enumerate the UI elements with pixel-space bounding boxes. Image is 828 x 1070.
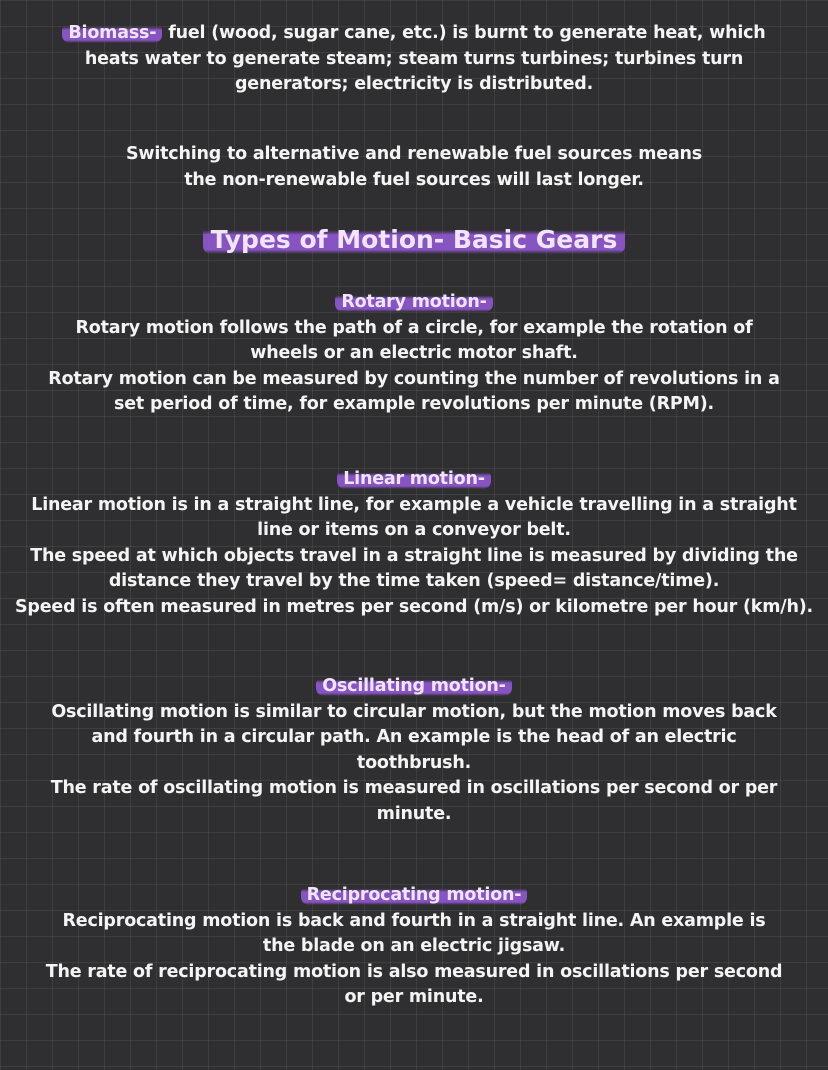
oscillating-section [0,674,828,827]
biomass-line-1 [0,21,828,47]
linear-heading [0,467,828,493]
oscillating-heading-text: Oscillating motion- [316,676,511,696]
reciprocating-line-4: or per minute. [344,987,484,1007]
reciprocating-line-3: The rate of reciprocating motion is also measured in oscillations per second [45,961,783,982]
oscillating-line-5: minute. [376,803,452,824]
oscillating-line-4: The rate of oscillating motion is measured in oscillations per second or per [50,778,778,798]
rotary-section [0,290,828,418]
reciprocating-section [0,883,828,1011]
page-title [0,223,828,257]
oscillating-line-3: toothbrush. [356,752,472,773]
linear-line-5: Speed is often measured in metres per second (m/s) or kilometre per hour (km/h). [15,596,813,617]
rotary-heading-text: Rotary motion- [335,292,492,312]
biomass-line-1-text: fuel (wood, sugar cane, etc.) is burnt to generate heat, which [162,23,766,43]
oscillating-heading [0,674,828,700]
switching-paragraph [0,142,828,193]
biomass-line-3: generators; electricity is distributed. [234,74,594,94]
rotary-heading [0,290,828,316]
rotary-line-4: set period of time, for example revolutions per minute (RPM). [114,394,714,414]
oscillating-line-2: and fourth in a circular path. An example is the head of an electric [91,727,737,747]
linear-line-3: The speed at which objects travel in a straight line is measured by dividing the [30,545,798,566]
biomass-line-2: heats water to generate steam; steam turns turbines; turbines turn [84,48,744,69]
biomass-paragraph [0,21,828,98]
switching-line-1: Switching to alternative and renewable fuel sources means [125,144,703,164]
reciprocating-line-2: the blade on an electric jigsaw. [262,936,566,956]
switching-line-2: the non-renewable fuel sources will last longer. [184,169,644,190]
linear-line-1: Linear motion is in a straight line, for example a vehicle travelling in a straight [31,494,797,515]
rotary-line-1: Rotary motion follows the path of a circle, for example the rotation of [75,317,753,338]
oscillating-line-1: Oscillating motion is similar to circular motion, but the motion moves back [51,701,777,722]
linear-section [0,467,828,620]
linear-line-2: line or items on a conveyor belt. [257,520,571,540]
biomass-label: Biomass- [62,23,162,43]
page-title-text: Types of Motion- Basic Gears [203,225,626,254]
reciprocating-heading-text: Reciprocating motion- [301,885,528,905]
rotary-line-3: Rotary motion can be measured by counting the number of revolutions in a [48,368,780,389]
linear-heading-text: Linear motion- [337,469,491,489]
reciprocating-line-1: Reciprocating motion is back and fourth in a straight line. An example is [62,910,766,931]
reciprocating-heading [0,883,828,909]
linear-line-4: distance they travel by the time taken (speed= distance/time). [108,571,720,591]
rotary-line-2: wheels or an electric motor shaft. [250,343,578,363]
